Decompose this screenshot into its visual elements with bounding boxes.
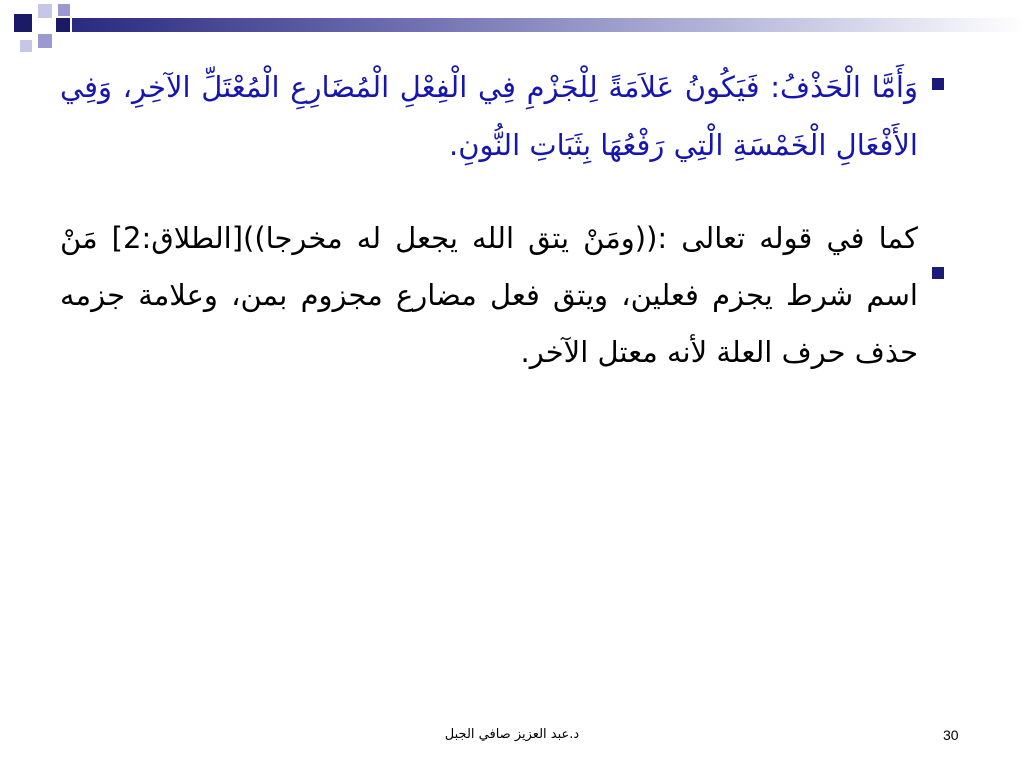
bullet-item <box>60 58 944 174</box>
bullet-item <box>60 210 944 381</box>
decor-square <box>56 18 70 32</box>
square-bullet-icon <box>932 78 944 90</box>
decor-square <box>14 14 32 32</box>
top-gradient-bar <box>72 18 1024 32</box>
decor-square <box>20 40 32 52</box>
footer-author: د.عبد العزيز صافي الجبل <box>444 727 580 742</box>
decor-square <box>38 34 52 48</box>
square-bullet-icon <box>932 267 944 279</box>
bullet-text: كما في قوله تعالى :((ومَنْ يتق الله يجعل له مخرجا))[الطلاق:2] مَنْ اسم شرط يجزم فعلين، ويتق فعل مضارع مجزوم بمن، وعلامة جزمه حذف حرف العلة لأنه معتل الآخر. <box>60 221 918 369</box>
decor-square <box>58 4 70 16</box>
decor-square <box>38 4 52 18</box>
slide-content <box>60 58 944 381</box>
page-number: 30 <box>943 727 959 743</box>
bullet-text-highlighted: وَأَمَّا الْحَذْفُ: فَيَكُونُ عَلاَمَةً لِلْجَزْمِ فِي الْفِعْلِ الْمُضَارِعِ الْمُعْتَلِّ الآخِرِ، وَفِي الأَفْعَالِ الْخَمْسَةِ الْتِي رَفْعُهَا بِثَبَاتِ النُّونِ. <box>60 70 918 162</box>
